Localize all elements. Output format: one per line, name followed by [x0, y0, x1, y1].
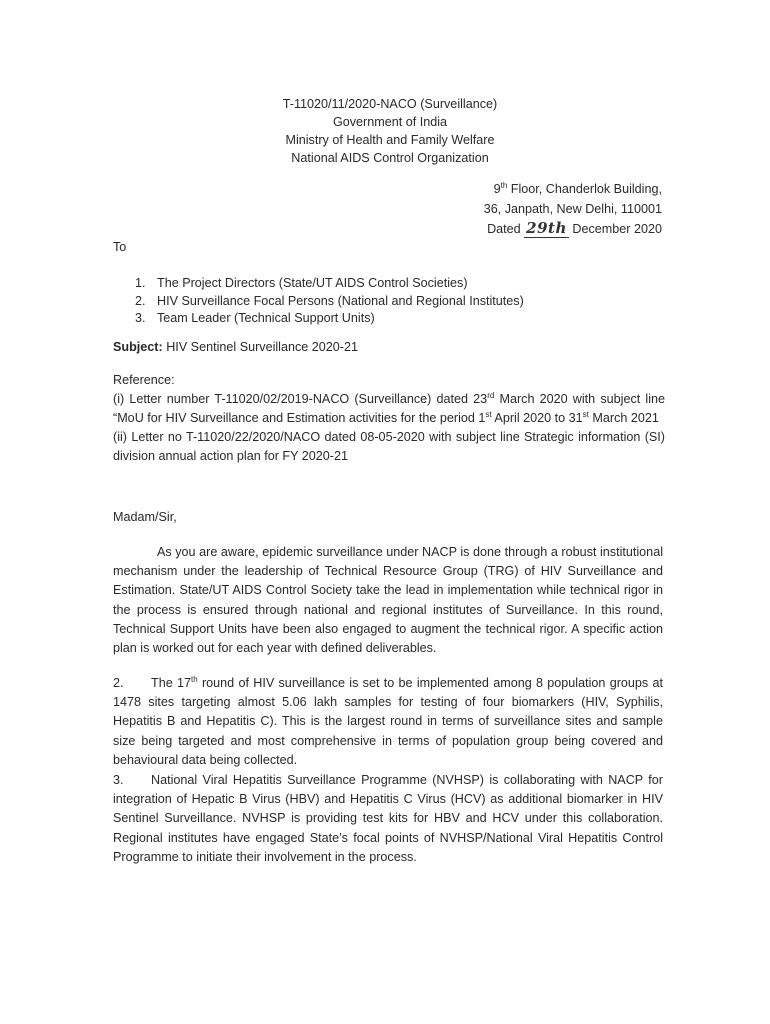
- reference-item-2: (ii) Letter no T-11020/22/2020/NACO dated 08-05-2020 with subject line Strategic information (SI) division annual action plan for FY 2020-21: [113, 430, 665, 463]
- paragraph-number: 3.: [113, 773, 124, 787]
- handwritten-date: 29th: [526, 219, 567, 237]
- address-floor: 9th Floor, Chanderlok Building,: [493, 180, 662, 196]
- to-label: To: [113, 240, 127, 254]
- subject-text: HIV Sentinel Surveillance 2020-21: [166, 340, 359, 354]
- paragraph-number: 2.: [113, 676, 124, 690]
- date-line: Dated 29th December 2020: [487, 219, 662, 237]
- reference-block: [113, 371, 665, 466]
- paragraph-3: 3. National Viral Hepatitis Surveillance Programme (NVHSP) is collaborating with NACP for integration of Hepatic B Virus (HBV) and Hepatitis C Virus (HCV) as additional biomarker in HIV Sentinel Surveillance. NVHSP is providing test kits for HBV and HCV under this collaboration. Regional institutes have engaged State’s focal points of NVHSP/National Viral Hepatitis Control Programme to initiate their involvement in the process.: [113, 773, 663, 864]
- ministry-line: Ministry of Health and Family Welfare: [285, 133, 495, 147]
- subject-line: [113, 340, 673, 354]
- file-number: T-11020/11/2020-NACO (Surveillance): [282, 97, 498, 111]
- reference-label: Reference:: [113, 373, 175, 387]
- list-item: 1. The Project Directors (State/UT AIDS Control Societies): [135, 276, 468, 290]
- paragraph-2: 2. The 17th round of HIV surveillance is set to be implemented among 8 population groups at 1478 sites targeting almost 5.06 lakh samples for testing of four biomarkers (HIV, Syphilis, Hepatitis B and Hepatitis C). This is the largest round in terms of surveillance sites and sample size being targeted and most comprehensive in terms of population group being covered and behavioural data being collected.: [113, 674, 663, 767]
- reference-item-1: (i) Letter number T-11020/02/2019-NACO (Surveillance) dated 23rd March 2020 with subject line “MoU for HIV Surveillance and Estimation activities for the period 1st April 2020 to 31st March 2021: [113, 390, 665, 425]
- organization-line: National AIDS Control Organization: [291, 151, 489, 165]
- government-line: Government of India: [332, 115, 448, 129]
- recipient-list: [113, 275, 673, 328]
- list-item: 3. Team Leader (Technical Support Units): [135, 311, 375, 325]
- subject-label: Subject:: [113, 340, 163, 354]
- address-street: 36, Janpath, New Delhi, 110001: [483, 201, 662, 216]
- list-item: 2. HIV Surveillance Focal Persons (National and Regional Institutes): [135, 293, 524, 308]
- sender-address: [402, 180, 662, 240]
- paragraph-1: As you are aware, epidemic surveillance under NACP is done through a robust institutional mechanism under the leadership of Technical Resource Group (TRG) of HIV Surveillance and Estimation. State/UT AIDS Control Society take the lead in implementation while technical rigor in the process is ensured through national and regional institutes of Surveillance. In this round, Technical Support Units have been also engaged to augment the technical rigor. A specific action plan is worked out for each year with defined deliverables.: [113, 545, 663, 656]
- letter-header: [240, 95, 540, 167]
- salutation: Madam/Sir,: [113, 510, 177, 524]
